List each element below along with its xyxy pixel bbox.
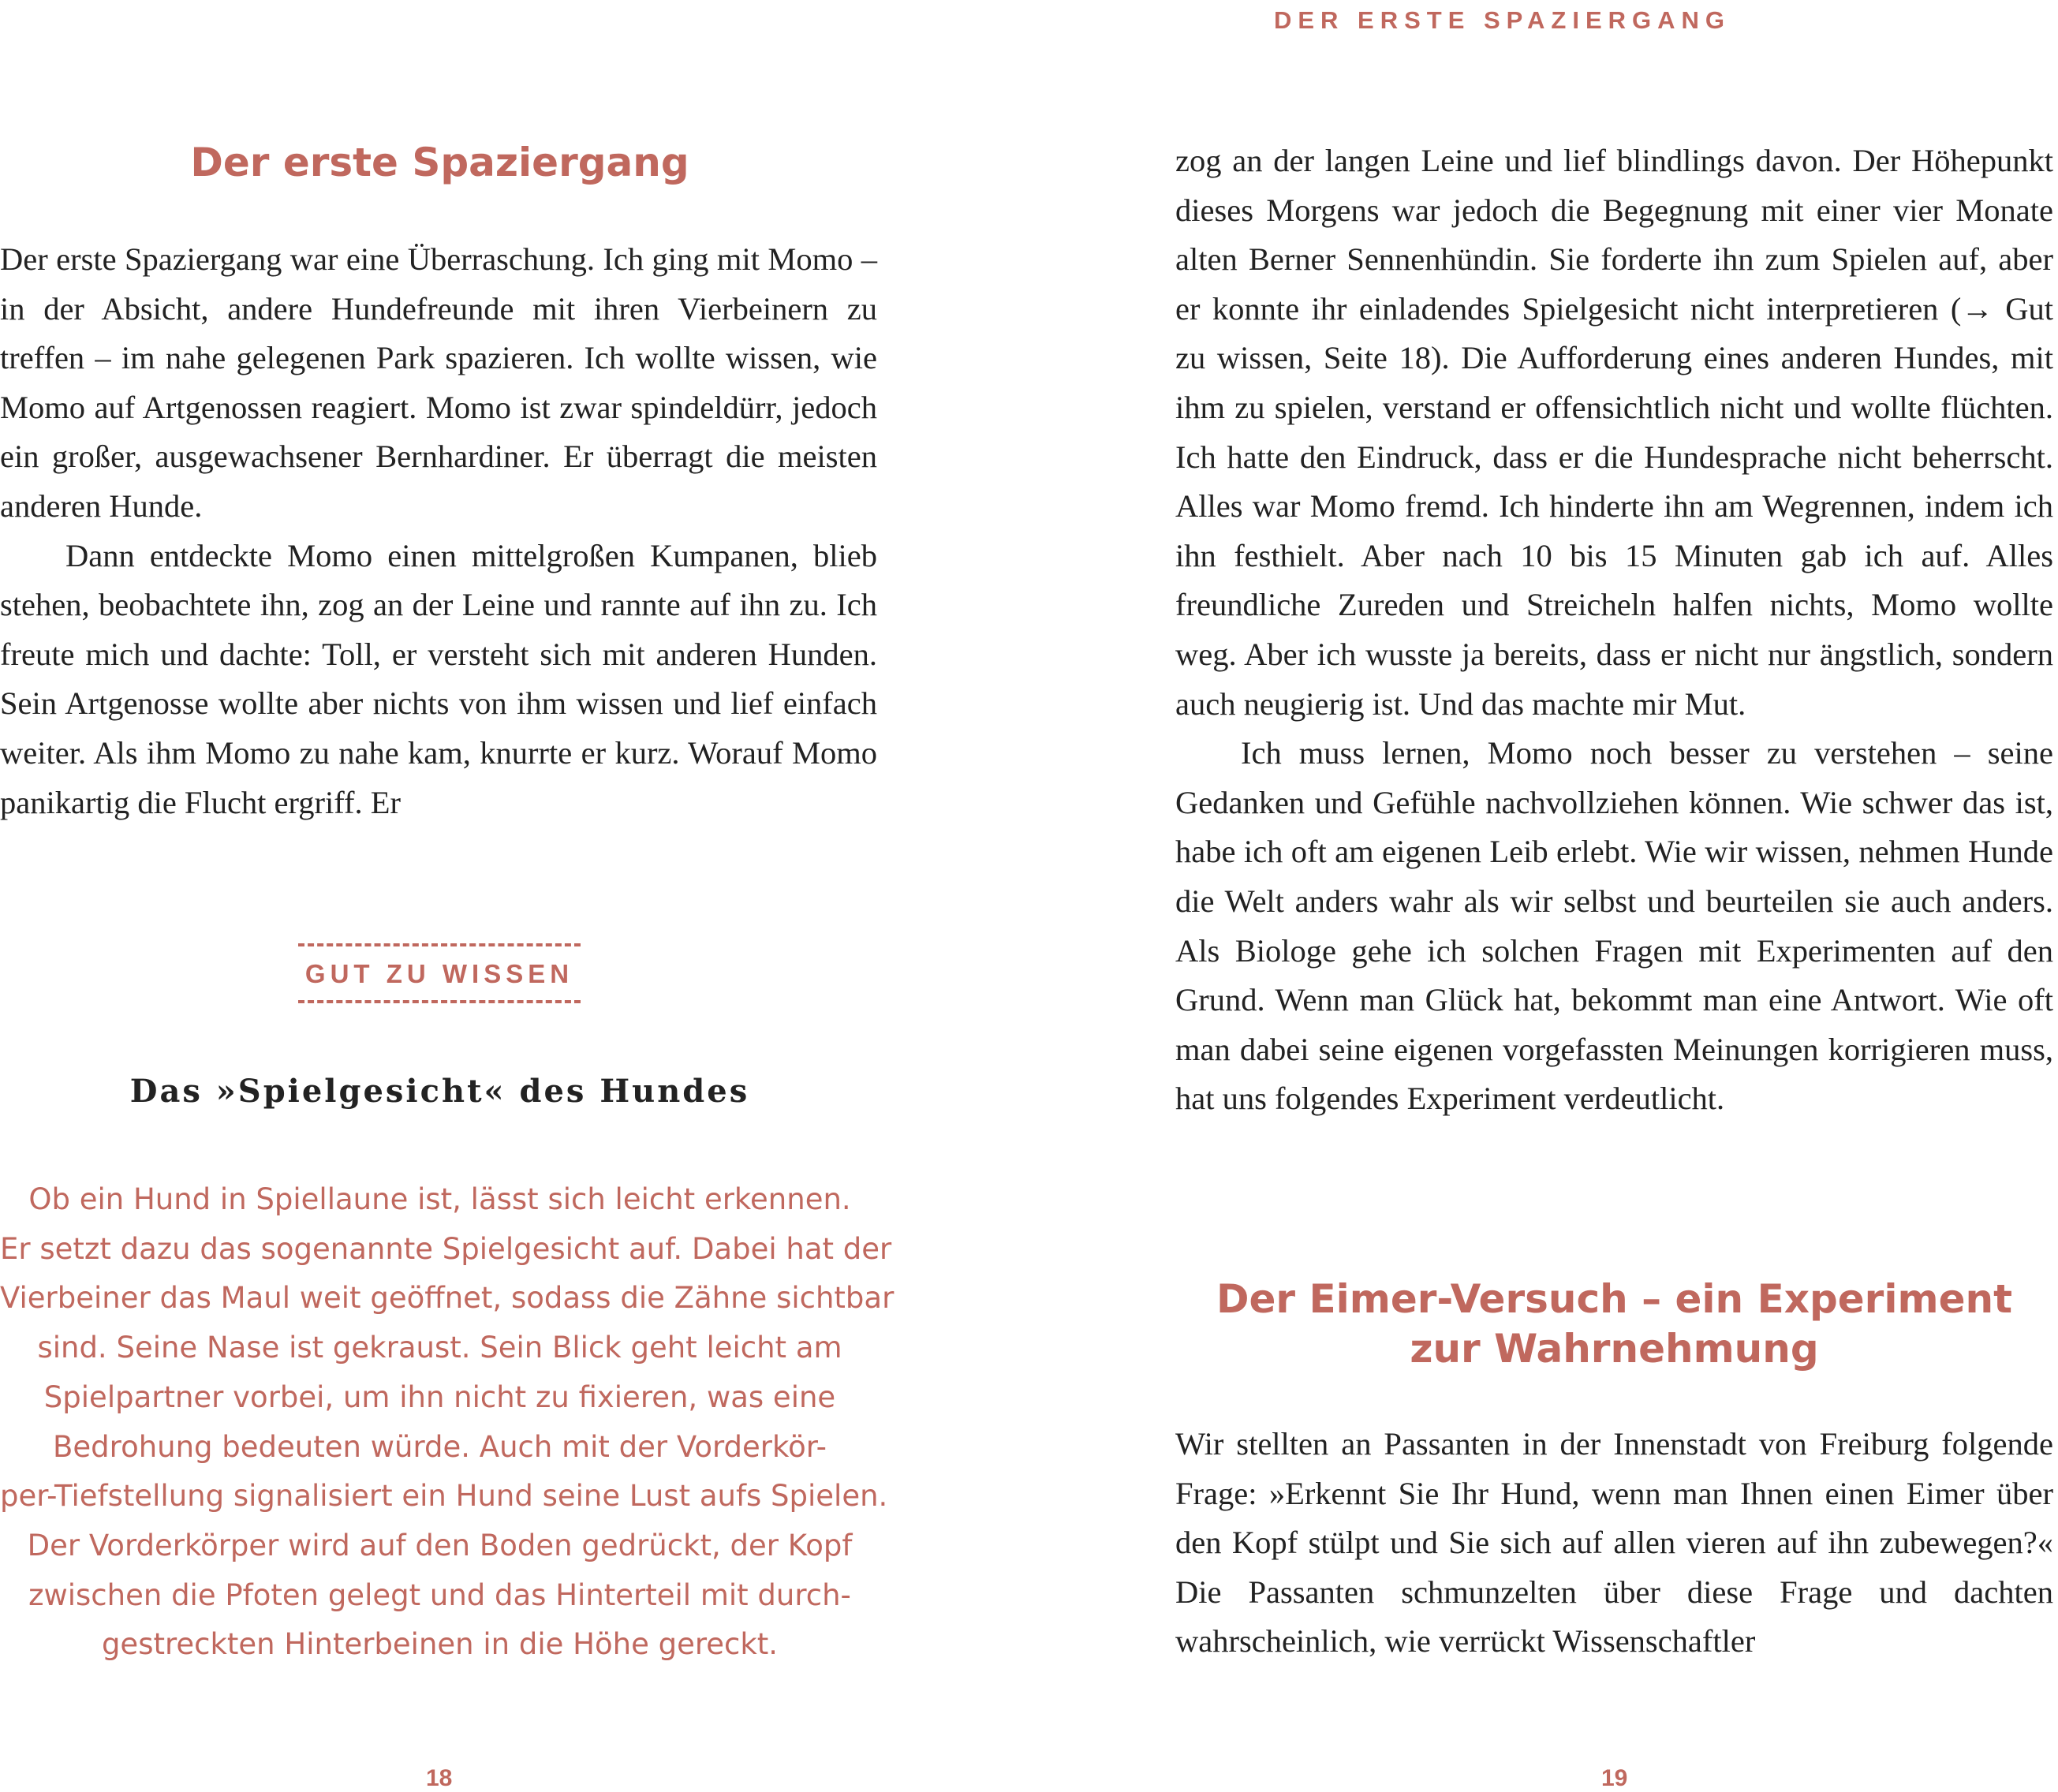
- left-page: [0, 0, 895, 1792]
- info-box-line: zwischen die Pfoten gelegt und das Hinterteil mit durch-: [28, 1577, 851, 1612]
- chapter-title: Der erste Spaziergang: [190, 140, 689, 185]
- info-box-line: per-Tiefstellung signalisiert ein Hund seine Lust aufs Spielen.: [0, 1479, 888, 1514]
- paragraph: Dann entdeckte Momo einen mittelgroßen Kumpanen, blieb stehen, beobachtete ihn, zog an der Leine und rannte auf ihn zu. Ich freute mich und dachte: Toll, er versteht sich mit anderen Hunden. Sein Artgenosse wollte aber nichts von ihm wissen und lief einfach weiter. Als ihm Momo zu nahe kam, knurrte er kurz. Worauf Momo panikartig die Flucht ergriff. Er: [0, 537, 877, 820]
- info-box-line: Der Vorderkörper wird auf den Boden gedrückt, der Kopf: [27, 1528, 853, 1562]
- dashed-divider: [298, 1000, 581, 1003]
- info-box-label-text: GUT ZU WISSEN: [304, 959, 574, 988]
- paragraph: zog an der langen Leine und lief blindlings davon. Der Höhepunkt dieses Morgens war jedoch die Begegnung mit einer vier Monate alten Berner Sennenhündin. Sie forderte ihn zum Spielen auf, aber er konnte ihr einladendes Spielgesicht nicht interpretieren (→ Gut zu wissen, Seite 18). Die Aufforderung eines anderen Hundes, mit ihm zu spielen, verstand er offensichtlich nicht und wollte flüchten. Ich hatte den Eindruck, dass er die Hundesprache nicht beherrscht. Alles war Momo fremd. Ich hinderte ihn am Wegrennen, indem ich ihn festhielt. Aber nach 10 bis 15 Minuten gab ich auf. Alles freundliche Zureden und Streicheln halfen nichts, Momo wollte weg. Aber ich wusste ja bereits, dass er nicht nur ängstlich, sondern auch neugierig ist. Und das machte mir Mut.: [1175, 143, 2053, 722]
- right-body-text-2: [1175, 1420, 2053, 1667]
- right-body-text: [1175, 136, 2053, 1124]
- info-box-line: sind. Seine Nase ist gekraust. Sein Blick geht leicht am: [37, 1331, 842, 1365]
- page-number: 19: [1601, 1765, 1628, 1791]
- page-number: 18: [426, 1765, 453, 1791]
- info-box-line: Spielpartner vorbei, um ihn nicht zu fixieren, was eine: [43, 1379, 836, 1414]
- section-title: [1175, 1275, 2053, 1374]
- section-title-line: Der Eimer-Versuch – ein Experiment: [1216, 1276, 2012, 1322]
- right-page: [1175, 0, 2058, 1792]
- info-box-text: [0, 1175, 895, 1670]
- running-header: DER ERSTE SPAZIERGANG: [1273, 6, 1731, 34]
- section-title-line: zur Wahrnehmung: [1410, 1326, 1819, 1372]
- info-box-label: [298, 943, 581, 1003]
- paragraph: Wir stellten an Passanten in der Innenstadt von Freiburg folgende Frage: »Erkennt Sie Ihr Hund, wenn man Ihnen einen Eimer über den Kopf stülpt und Sie sich auf allen vieren auf ihn zubewegen?« Die Passanten schmunzelten über diese Frage und dachten wahrscheinlich, wie verrückt Wissenschaftler: [1175, 1426, 2053, 1659]
- info-box-title: Das »Spielgesicht« des Hundes: [129, 1073, 750, 1110]
- info-box-line: Bedrohung bedeuten würde. Auch mit der Vorderkör-: [53, 1429, 827, 1464]
- info-box-line: Ob ein Hund in Spiellaune ist, lässt sich leicht erkennen.: [28, 1182, 851, 1216]
- paragraph: Ich muss lernen, Momo noch besser zu verstehen – seine Gedanken und Gefühle nachvollziehen können. Wie schwer das ist, habe ich oft am eigenen Leib erlebt. Wie wir wissen, nehmen Hunde die Welt anders wahr als wir selbst und beurteilen sie auch anders. Als Biologe gehe ich solchen Fragen mit Experimenten auf den Grund. Wenn man Glück hat, bekommt man eine Antwort. Wie oft man dabei seine eigenen vorgefassten Meinungen korrigieren muss, hat uns folgendes Experiment verdeutlicht.: [1175, 735, 2053, 1117]
- info-box-line: Vierbeiner das Maul weit geöffnet, sodass die Zähne sichtbar: [0, 1281, 895, 1316]
- info-box-line: Er setzt dazu das sogenannte Spielgesicht auf. Dabei hat der: [0, 1231, 892, 1266]
- paragraph: Der erste Spaziergang war eine Überraschung. Ich ging mit Momo – in der Absicht, andere Hundefreunde mit ihren Vierbeinern zu treffen – im nahe gelegenen Park spazieren. Ich wollte wissen, wie Momo auf Artgenossen reagiert. Momo ist zwar spindeldürr, jedoch ein großer, ausgewachsener Bernhardiner. Er überragt die meisten anderen Hunde.: [0, 241, 877, 524]
- left-body-text: [0, 235, 877, 827]
- info-box-line: gestreckten Hinterbeinen in die Höhe gereckt.: [101, 1627, 779, 1662]
